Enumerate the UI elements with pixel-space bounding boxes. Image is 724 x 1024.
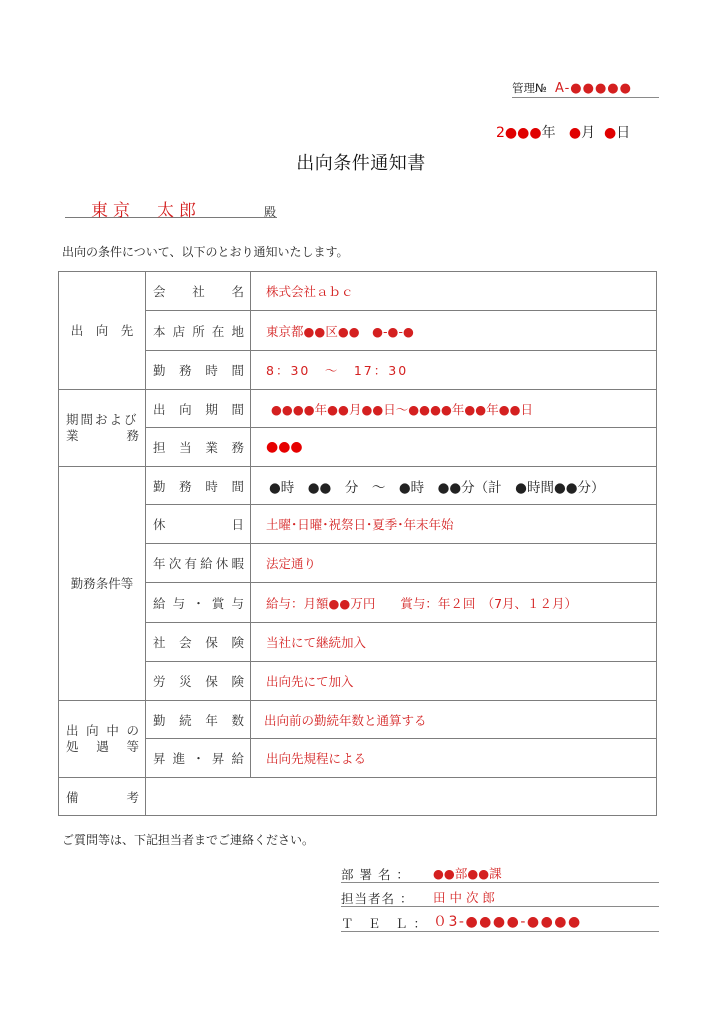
- table-row: [59, 623, 657, 662]
- item-label: 年 次 有 給 休 暇: [146, 544, 251, 583]
- management-number-label: 管理№: [512, 81, 547, 95]
- group-working-conditions: [59, 467, 146, 701]
- contact-person: [341, 888, 659, 907]
- table-row: [59, 544, 657, 583]
- group-label-line1: 期間および: [66, 412, 139, 427]
- contact-department: [341, 864, 659, 883]
- remarks-value[interactable]: [146, 778, 657, 816]
- management-number: [512, 80, 659, 98]
- remarks-label: 備 考: [59, 778, 146, 816]
- group-period-duties: 期間および 業 務: [59, 390, 146, 467]
- item-label: 勤 続 年 数: [146, 701, 251, 739]
- table-row-remarks: [59, 778, 657, 816]
- department-value: ●●部●●課: [433, 866, 502, 881]
- item-label: 昇 進 ・ 昇 給: [146, 739, 251, 778]
- item-label: 会 社 名: [146, 272, 251, 311]
- table-row: [59, 351, 657, 390]
- management-number-value: A-●●●●●: [554, 81, 632, 96]
- date-month: ●: [568, 125, 582, 141]
- closing-text: ご質問等は、下記担当者までご連絡ください。: [62, 833, 315, 847]
- item-label: 担 当 業 務: [146, 428, 251, 467]
- intro-text: 出向の条件について、以下のとおり通知いたします。: [62, 245, 349, 259]
- item-label: 勤 務 時 間: [146, 351, 251, 390]
- item-value[interactable]: 出向先にて加入: [251, 662, 657, 701]
- item-value[interactable]: 株式会社ａｂｃ: [251, 272, 657, 311]
- table-row: [59, 272, 657, 311]
- person-label: 担当者名 ：: [341, 891, 414, 906]
- item-value[interactable]: 法定通り: [251, 544, 657, 583]
- item-value[interactable]: 8：30 ～ 17：30: [251, 351, 657, 390]
- table-row: [59, 311, 657, 351]
- table-row: [59, 701, 657, 739]
- item-label: 本 店 所 在 地: [146, 311, 251, 351]
- item-value[interactable]: 給与：月額●●万円 賞与：年２回 （7月、１２月）: [251, 583, 657, 623]
- item-label: 勤 務 時 間: [146, 467, 251, 505]
- tel-label: Ｔ Ｅ Ｌ ：: [341, 916, 427, 931]
- date-year-suffix: 年: [541, 125, 556, 141]
- item-value[interactable]: ●時 ●● 分 ～ ●時 ●●分（計 ●時間●●分）: [251, 467, 657, 505]
- group-treatment: 出 向 中 の 処 遇 等: [59, 701, 146, 778]
- person-value: 田 中 次 郎: [433, 890, 495, 905]
- group-label: 出 向 先: [70, 322, 134, 338]
- item-label: 休 日: [146, 505, 251, 544]
- item-value[interactable]: 出向先規程による: [251, 739, 657, 778]
- table-row: [59, 390, 657, 428]
- date-month-suffix: 月: [581, 125, 596, 141]
- terms-table: [58, 271, 657, 816]
- tel-value: ０3-●●●●-●●●●: [433, 914, 582, 930]
- department-label: 部 署 名 ：: [341, 867, 410, 882]
- item-value[interactable]: ●●●: [251, 428, 657, 467]
- item-label: 出 向 期 間: [146, 390, 251, 428]
- item-value[interactable]: ●●●●年●●月●●日～●●●●年●●年●●日: [251, 390, 657, 428]
- item-value[interactable]: 土曜･日曜･祝祭日･夏季･年末年始: [251, 505, 657, 544]
- table-row: [59, 662, 657, 701]
- item-label: 給 与 ・ 賞 与: [146, 583, 251, 623]
- item-value[interactable]: 東京都●●区●● ●-●-●: [251, 311, 657, 351]
- table-row: [59, 505, 657, 544]
- item-value[interactable]: 当社にて継続加入: [251, 623, 657, 662]
- addressee-name: 東京 太郎: [91, 201, 201, 221]
- addressee: [65, 197, 277, 221]
- date-day-suffix: 日: [616, 125, 631, 141]
- group-destination: [59, 272, 146, 390]
- item-label: 社 会 保 険: [146, 623, 251, 662]
- group-label: 勤務条件等: [70, 575, 134, 591]
- page-title: 出向条件通知書: [296, 153, 426, 174]
- table-row: [59, 428, 657, 467]
- table-row: [59, 467, 657, 505]
- page-title-wrap: [0, 149, 724, 175]
- date-day: ●: [604, 125, 617, 141]
- date-year: 2●●●: [496, 125, 542, 141]
- addressee-honorific: 殿: [264, 205, 277, 219]
- table-row: [59, 583, 657, 623]
- issue-date: [496, 122, 630, 142]
- item-value[interactable]: 出向前の勤続年数と通算する: [251, 701, 657, 739]
- item-label: 労 災 保 険: [146, 662, 251, 701]
- table-row: [59, 739, 657, 778]
- contact-tel: [341, 913, 659, 932]
